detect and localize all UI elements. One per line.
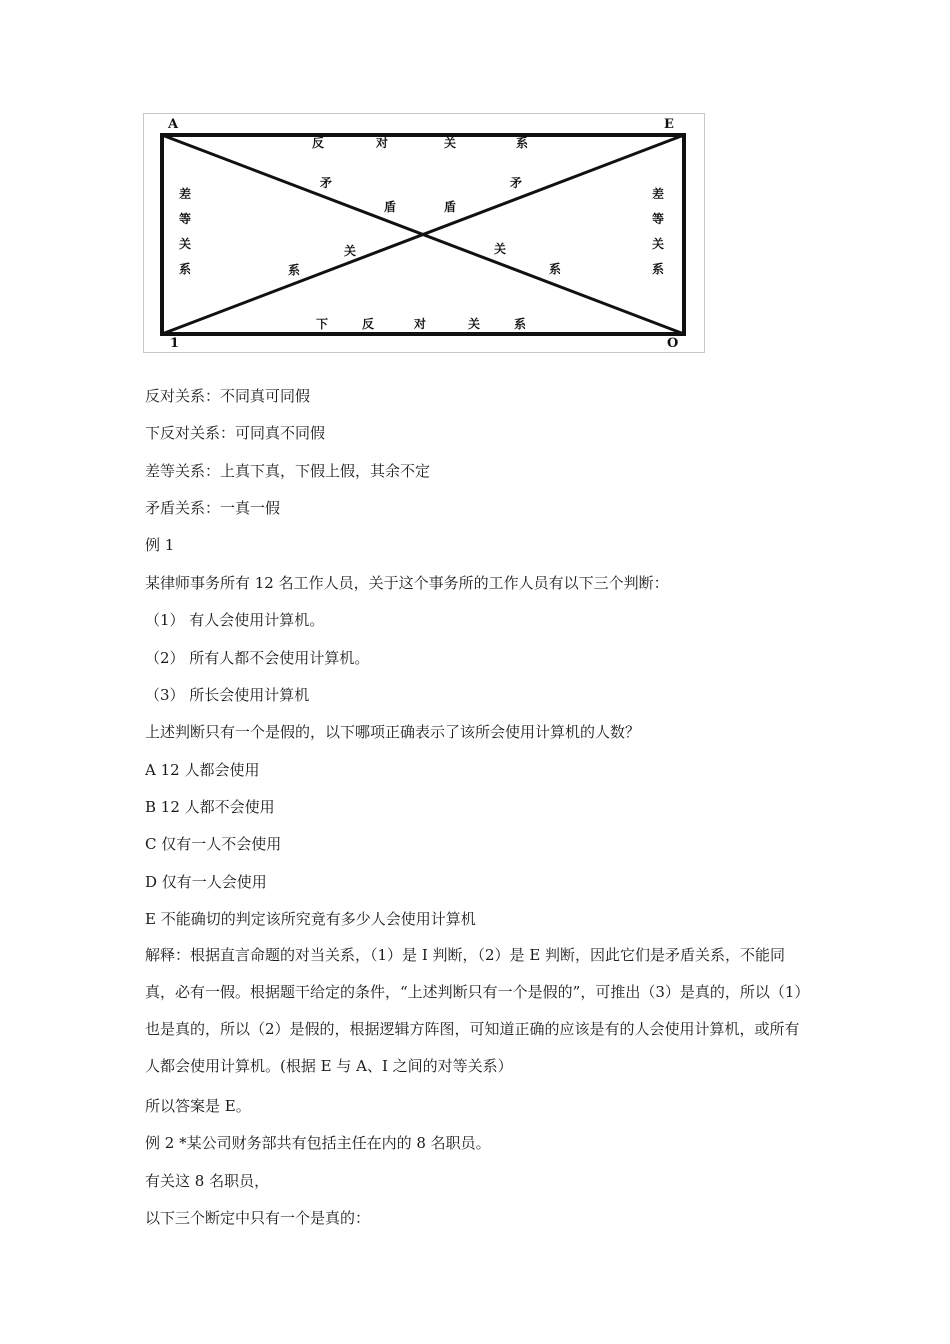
definition-contrary: 反对关系：不同真可同假 [145,387,311,405]
corner-i: 1 [170,336,180,351]
top-label-2: 对 [376,136,389,150]
example1-option-c: C 仅有一人不会使用 [145,835,282,853]
left-label-char-1: 差 [178,187,191,201]
example1-statement-2: （2） 所有人都不会使用计算机。 [145,649,370,667]
bottom-label-3: 对 [414,317,427,331]
example1-stem: 某律师事务所有 12 名工作人员，关于这个事务所的工作人员有以下三个判断： [145,574,669,592]
right-label-char-3: 关 [651,237,664,251]
definition-contradiction: 矛盾关系：一真一假 [145,499,281,517]
contradiction-mao-left: 矛 [320,176,333,190]
bottom-label-4: 关 [468,317,481,331]
top-label-4: 系 [516,136,529,150]
left-side-label [178,182,192,282]
top-label-1: 反 [312,136,325,150]
example1-statement-1: （1） 有人会使用计算机。 [145,611,325,629]
right-label-char-1: 差 [651,187,664,201]
example2-line-3: 以下三个断定中只有一个是真的： [145,1209,371,1227]
bottom-label-2: 反 [362,317,375,331]
top-label-3: 关 [444,136,457,150]
logic-square-diagram [143,113,705,353]
definition-subcontrary: 下反对关系：可同真不同假 [145,424,326,442]
corner-o: O [667,336,679,351]
right-label-char-2: 等 [651,212,664,226]
contradiction-dun-right: 盾 [444,200,457,214]
right-side-label [651,182,665,282]
relation-guan-left: 关 [344,244,357,258]
left-label-char-4: 系 [178,262,191,276]
corner-a: A [168,117,179,132]
corner-e: E [664,117,674,132]
left-label-char-3: 关 [178,237,191,251]
bottom-label-1: 下 [316,317,329,331]
bottom-label-5: 系 [514,317,527,331]
contradiction-dun-left: 盾 [384,200,397,214]
example1-question: 上述判断只有一个是假的，以下哪项正确表示了该所会使用计算机的人数？ [145,723,641,741]
example1-option-b: B 12 人都不会使用 [145,798,275,816]
contradiction-mao-right: 矛 [510,176,523,190]
example1-option-d: D 仅有一人会使用 [145,873,267,891]
relation-xi-right: 系 [549,262,562,276]
right-label-char-4: 系 [651,262,664,276]
example2-line-2: 有关这 8 名职员， [145,1172,270,1190]
example1-option-a: A 12 人都会使用 [145,761,260,779]
relation-guan-right: 关 [494,242,507,256]
definition-subalternation: 差等关系：上真下真，下假上假，其余不定 [145,462,431,480]
relation-xi-left: 系 [288,263,301,277]
left-label-char-2: 等 [178,212,191,226]
example1-title: 例 1 [145,536,175,554]
example2-title: 例 2 *某公司财务部共有包括主任在内的 8 名职员。 [145,1134,491,1152]
example1-explanation: 解释：根据直言命题的对当关系，（1）是 I 判断，（2）是 E 判断，因此它们是矛盾关系，不能同真，必有一假。根据题干给定的条件，“上述判断只有一个是假的”，可推出（3）是真的，所以（1）也是真的，所以（2）是假的，根据逻辑方阵图，可知道正确的应该是有的人会使用计算机，或所有人都会使用计算机。(根据 E 与 A、I 之间的对等关系） [145,946,810,1075]
example1-statement-3: （3） 所长会使用计算机 [145,686,310,704]
example1-option-e: E 不能确切的判定该所究竟有多少人会使用计算机 [145,910,476,928]
example1-answer: 所以答案是 E。 [145,1097,251,1115]
